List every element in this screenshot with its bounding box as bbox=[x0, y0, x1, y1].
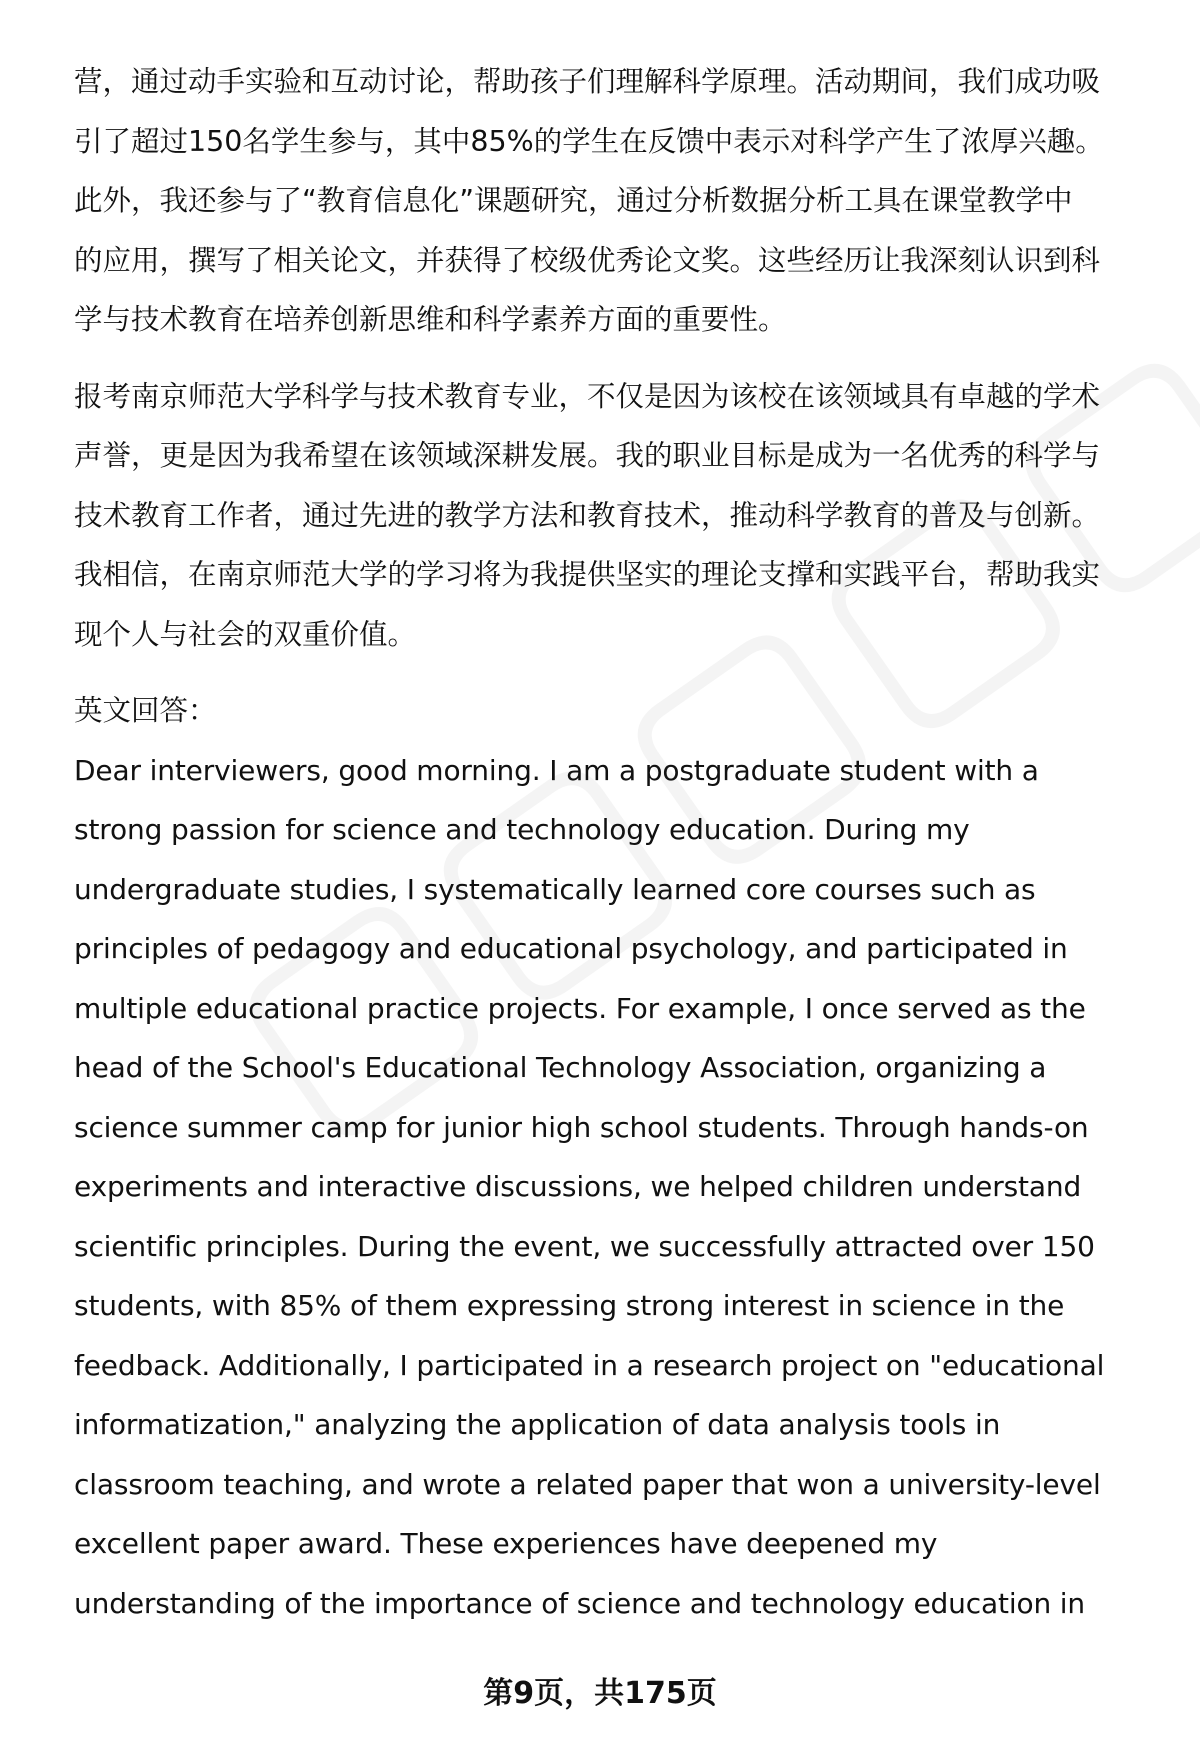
text-line: 现个人与社会的双重价值。 bbox=[74, 617, 417, 651]
text-line: 技术教育工作者，通过先进的教学方法和教育技术，推动科学教育的普及与创新。 bbox=[74, 498, 1101, 532]
text-line: head of the School's Educational Technology Association, organizing a bbox=[74, 1051, 1047, 1084]
text-line: 的应用，撰写了相关论文，并获得了校级优秀论文奖。这些经历让我深刻认识到科 bbox=[74, 243, 1101, 277]
paragraph-1 bbox=[74, 52, 1149, 350]
text-line: Dear interviewers, good morning. I am a postgraduate student with a bbox=[74, 753, 1039, 787]
text-line: understanding of the importance of science and technology education in bbox=[74, 1586, 1086, 1620]
text-line: students, with 85% of them expressing strong interest in science in the bbox=[74, 1289, 1065, 1322]
text-line: strong passion for science and technology education. During my bbox=[74, 813, 970, 846]
text-line: informatization," analyzing the application of data analysis tools in bbox=[74, 1408, 1001, 1441]
english-answer bbox=[74, 741, 1149, 1634]
text-line: feedback. Additionally, I participated in a research project on "educational bbox=[74, 1348, 1105, 1382]
text-line: excellent paper award. These experiences have deepened my bbox=[74, 1527, 938, 1560]
paragraph-2 bbox=[74, 367, 1149, 665]
text-line: 声誉，更是因为我希望在该领域深耕发展。我的职业目标是成为一名优秀的科学与 bbox=[74, 439, 1101, 472]
text-line: scientific principles. During the event, we successfully attracted over 150 bbox=[74, 1229, 1095, 1263]
page-number: 第9页，共175页 bbox=[483, 1676, 717, 1711]
text-line: multiple educational practice projects. For example, I once served as the bbox=[74, 991, 1086, 1025]
text-line: 引了超过150名学生参与，其中85%的学生在反馈中表示对科学产生了浓厚兴趣。 bbox=[74, 124, 1104, 158]
text-line: principles of pedagogy and educational psychology, and participated in bbox=[74, 932, 1068, 965]
text-line: experiments and interactive discussions, we helped children understand bbox=[74, 1170, 1082, 1203]
english-answer-heading: 英文回答： bbox=[74, 694, 217, 727]
text-line: science summer camp for junior high school students. Through hands-on bbox=[74, 1110, 1089, 1144]
text-line: 营，通过动手实验和互动讨论，帮助孩子们理解科学原理。活动期间，我们成功吸 bbox=[74, 65, 1101, 98]
document-body bbox=[74, 52, 1149, 1633]
text-line: 我相信，在南京师范大学的学习将为我提供坚实的理论支撑和实践平台，帮助我实 bbox=[74, 558, 1101, 591]
text-line: 学与技术教育在培养创新思维和科学素养方面的重要性。 bbox=[74, 303, 787, 336]
text-line: 报考南京师范大学科学与技术教育专业，不仅是因为该校在该领域具有卓越的学术 bbox=[74, 379, 1101, 413]
text-line: 此外，我还参与了“教育信息化”课题研究，通过分析数据分析工具在课堂教学中 bbox=[74, 184, 1073, 217]
text-line: undergraduate studies, I systematically learned core courses such as bbox=[74, 872, 1036, 906]
text-line: classroom teaching, and wrote a related paper that won a university-level bbox=[74, 1467, 1101, 1501]
